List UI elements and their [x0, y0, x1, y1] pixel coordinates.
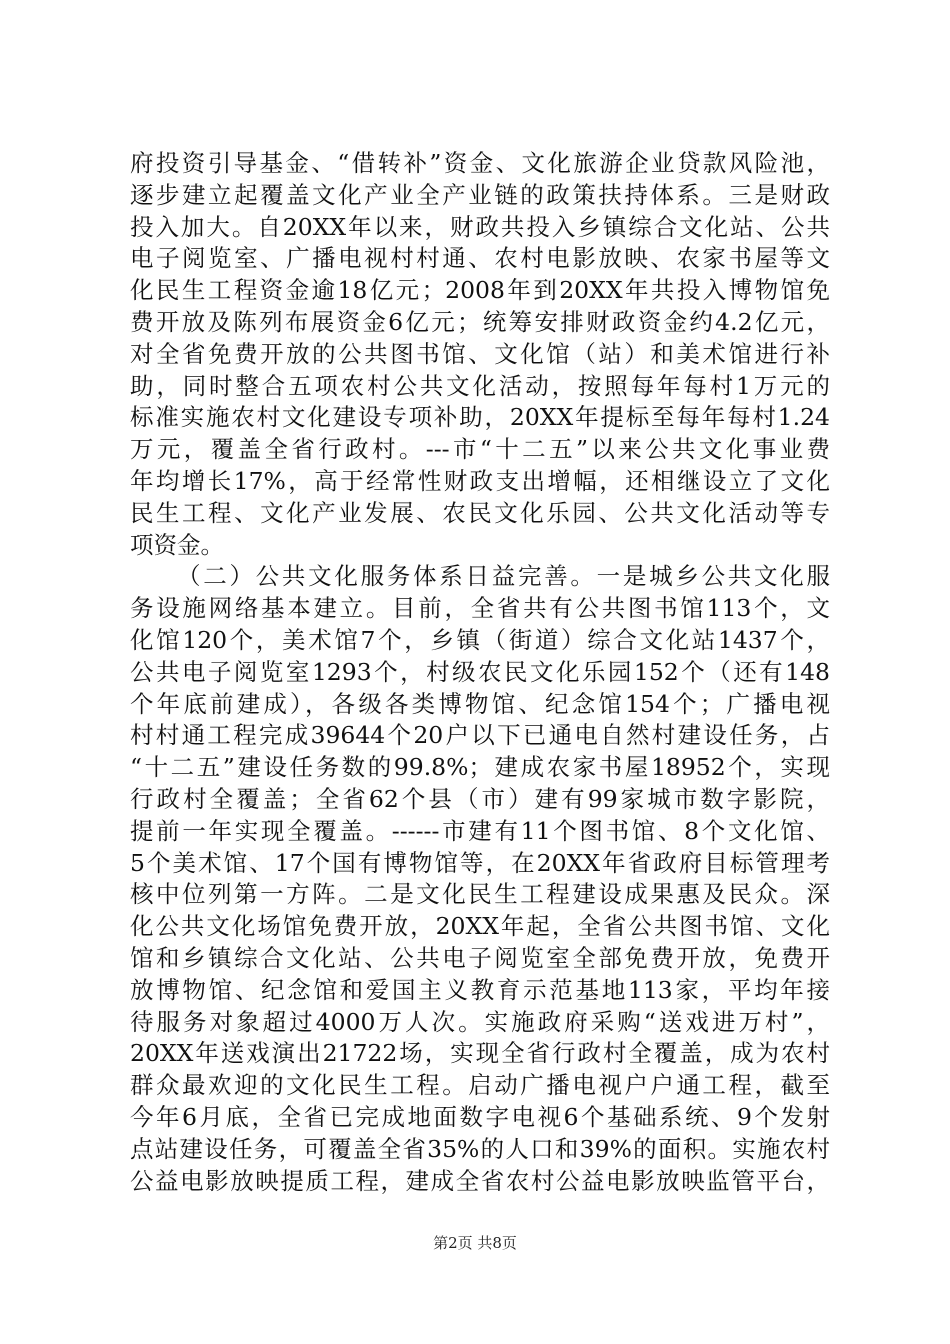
text-line: 项资金。 — [130, 530, 224, 559]
text-line: 务设施网络基本建立。目前，全省共有公共图书馆113个，文 — [130, 594, 830, 623]
text-line: 核中位列第一方阵。二是文化民生工程建设成果惠及民众。深 — [130, 880, 830, 909]
page-footer: 第2页 共8页 — [433, 1234, 517, 1252]
text-line: 个年底前建成），各级各类博物馆、纪念馆154个；广播电视 — [130, 689, 830, 718]
text-line: 民生工程、文化产业发展、农民文化乐园、公共文化活动等专 — [130, 498, 830, 527]
text-line: 化馆120个，美术馆7个，乡镇（街道）综合文化站1437个， — [130, 625, 830, 654]
text-line: 费开放及陈列布展资金6亿元；统筹安排财政资金约4.2亿元， — [130, 307, 830, 336]
text-line: 今年6月底，全省已完成地面数字电视6个基础系统、9个发射 — [130, 1102, 830, 1131]
text-line: 放博物馆、纪念馆和爱国主义教育示范基地113家，平均年接 — [130, 975, 830, 1004]
text-line: 20XX年送戏演出21722场，实现全省行政村全覆盖，成为农村 — [130, 1039, 830, 1068]
text-line: 群众最欢迎的文化民生工程。启动广播电视户户通工程，截至 — [130, 1071, 830, 1100]
text-line: 点站建设任务，可覆盖全省35%的人口和39%的面积。实施农村 — [130, 1134, 830, 1163]
text-line: 电子阅览室、广播电视村村通、农村电影放映、农家书屋等文 — [130, 244, 830, 273]
text-line: 助，同时整合五项农村公共文化活动，按照每年每村1万元的 — [130, 371, 830, 400]
text-line: 逐步建立起覆盖文化产业全产业链的政策扶持体系。三是财政 — [130, 180, 830, 209]
text-line: “十二五”建设任务数的99.8%；建成农家书屋18952个，实现 — [130, 753, 830, 782]
text-line: 公共电子阅览室1293个，村级农民文化乐园152个（还有148 — [130, 657, 830, 686]
text-line: 行政村全覆盖；全省62个县（市）建有99家城市数字影院， — [130, 784, 830, 813]
text-line: 公益电影放映提质工程，建成全省农村公益电影放映监管平台， — [130, 1166, 830, 1195]
text-line: 5个美术馆、17个国有博物馆等，在20XX年省政府目标管理考 — [130, 848, 830, 877]
text-line: 馆和乡镇综合文化站、公共电子阅览室全部免费开放，免费开 — [130, 943, 830, 972]
text-line: 提前一年实现全覆盖。------市建有11个图书馆、8个文化馆、 — [130, 816, 830, 845]
text-line: 万元，覆盖全省行政村。---市“十二五”以来公共文化事业费 — [130, 435, 830, 464]
document-body — [130, 148, 830, 1197]
text-line: 标准实施农村文化建设专项补助，20XX年提标至每年每村1.24 — [130, 403, 830, 432]
text-line: 化民生工程资金逾18亿元；2008年到20XX年共投入博物馆免 — [130, 276, 830, 305]
text-line: （二）公共文化服务体系日益完善。一是城乡公共文化服 — [177, 562, 830, 591]
text-line: 年均增长17%，高于经常性财政支出增幅，还相继设立了文化 — [130, 466, 830, 495]
paragraph — [130, 561, 830, 1197]
text-line: 待服务对象超过4000万人次。实施政府采购“送戏进万村”， — [130, 1007, 830, 1036]
text-line: 府投资引导基金、“借转补”资金、文化旅游企业贷款风险池， — [130, 149, 830, 177]
text-line: 村村通工程完成39644个20户以下已通电自然村建设任务，占 — [130, 721, 830, 750]
text-line: 对全省免费开放的公共图书馆、文化馆（站）和美术馆进行补 — [130, 339, 830, 368]
paragraph — [130, 148, 830, 561]
text-line: 投入加大。自20XX年以来，财政共投入乡镇综合文化站、公共 — [130, 212, 830, 241]
text-line: 化公共文化场馆免费开放，20XX年起，全省公共图书馆、文化 — [130, 912, 830, 941]
